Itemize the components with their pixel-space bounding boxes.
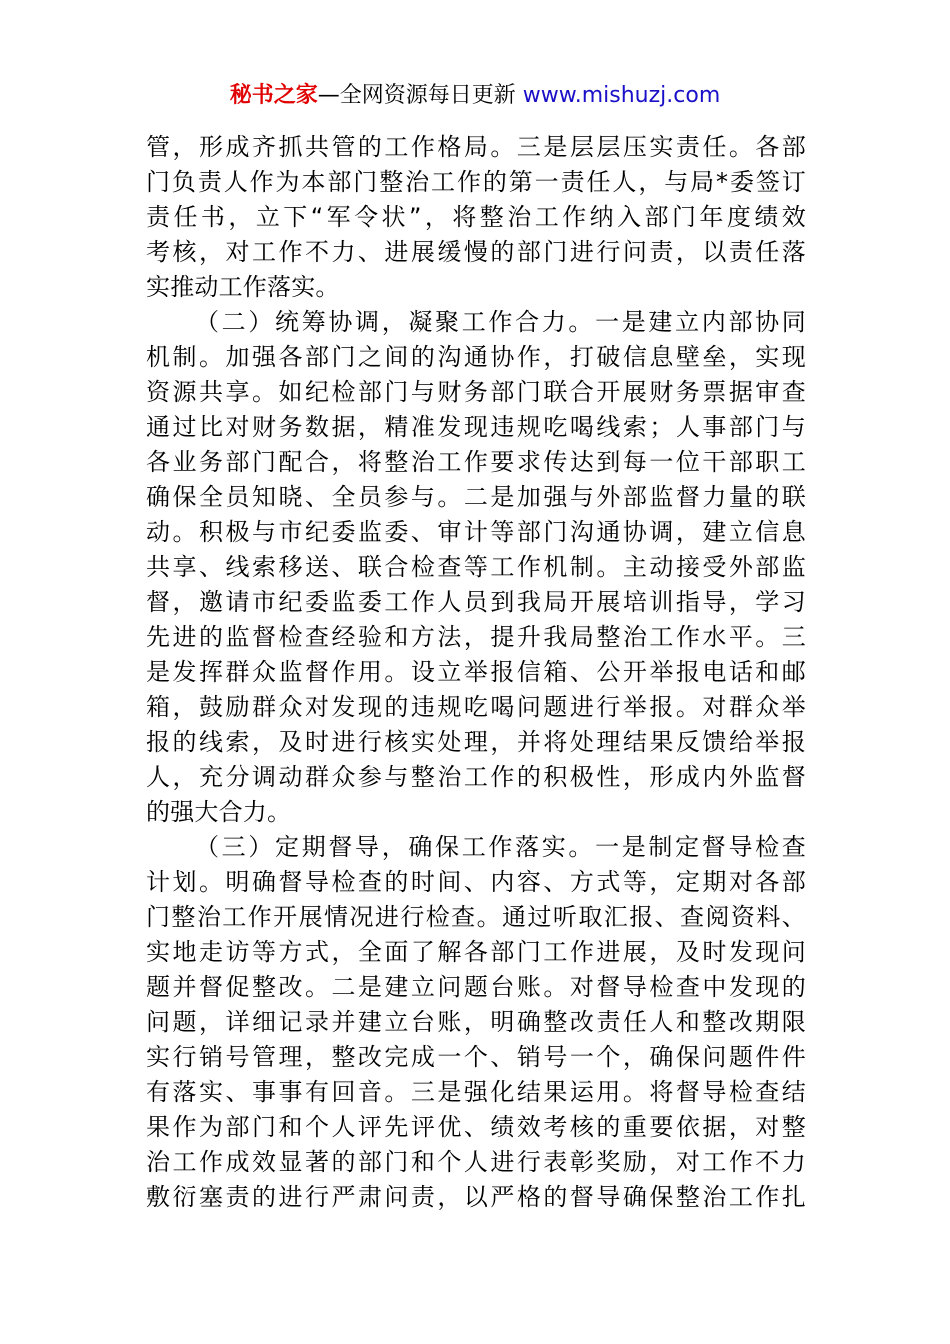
text-line: 问题，详细记录并建立台账，明确整改责任人和整改期限 xyxy=(146,1008,806,1036)
text-line: 先进的监督检查经验和方法，提升我局整治工作水平。三 xyxy=(146,623,806,651)
text-line: 实地走访等方式，全面了解各部门工作进展，及时发现问 xyxy=(146,938,806,966)
text-line: 计划。明确督导检查的时间、内容、方式等，定期对各部 xyxy=(146,868,806,896)
text-line: 实行销号管理，整改完成一个、销号一个，确保问题件件 xyxy=(146,1043,806,1071)
text-line: 箱，鼓励群众对发现的违规吃喝问题进行举报。对群众举 xyxy=(146,693,806,721)
paragraph-heading-line: （二）统筹协调，凝聚工作合力。一是建立内部协同 xyxy=(195,308,806,336)
text-line: 动。积极与市纪委监委、审计等部门沟通协调，建立信息 xyxy=(146,518,806,546)
text-line: 果作为部门和个人评先评优、绩效考核的重要依据，对整 xyxy=(146,1113,806,1141)
text-line: 考核，对工作不力、进展缓慢的部门进行问责，以责任落 xyxy=(146,238,806,266)
header-brand: 秘书之家 xyxy=(229,83,318,108)
header-tagline: —全网资源每日更新 xyxy=(317,83,523,108)
text-line: 各业务部门配合，将整治工作要求传达到每一位干部职工 xyxy=(146,448,806,476)
text-line: 治工作成效显著的部门和个人进行表彰奖励，对工作不力 xyxy=(146,1148,806,1176)
text-line: 人，充分调动群众参与整治工作的积极性，形成内外监督 xyxy=(146,763,806,791)
header-site-link[interactable]: www.mishuzj.com xyxy=(522,83,721,108)
text-line: 实推动工作落实。 xyxy=(146,273,340,301)
text-line: 有落实、事事有回音。三是强化结果运用。将督导检查结 xyxy=(146,1078,806,1106)
text-line: 共享、线索移送、联合检查等工作机制。主动接受外部监 xyxy=(146,553,806,581)
text-line: 责任书，立下“军令状”，将整治工作纳入部门年度绩效 xyxy=(146,203,806,231)
text-line: 资源共享。如纪检部门与财务部门联合开展财务票据审查 xyxy=(146,378,806,406)
text-line: 题并督促整改。二是建立问题台账。对督导检查中发现的 xyxy=(146,973,806,1001)
text-line: 机制。加强各部门之间的沟通协作，打破信息壁垒，实现 xyxy=(146,343,806,371)
text-line: 报的线索，及时进行核实处理，并将处理结果反馈给举报 xyxy=(146,728,806,756)
paragraph-heading-line: （三）定期督导，确保工作落实。一是制定督导检查 xyxy=(195,833,806,861)
text-line: 门整治工作开展情况进行检查。通过听取汇报、查阅资料、 xyxy=(146,903,806,931)
page-header xyxy=(0,80,950,112)
text-line: 确保全员知晓、全员参与。二是加强与外部监督力量的联 xyxy=(146,483,806,511)
text-line: 门负责人作为本部门整治工作的第一责任人，与局*委签订 xyxy=(146,168,806,196)
text-line: 督，邀请市纪委监委工作人员到我局开展培训指导，学习 xyxy=(146,588,806,616)
text-line: 敷衍塞责的进行严肃问责，以严格的督导确保整治工作扎 xyxy=(146,1183,806,1211)
text-line: 的强大合力。 xyxy=(146,798,292,826)
text-line: 管，形成齐抓共管的工作格局。三是层层压实责任。各部 xyxy=(146,133,806,161)
text-line: 通过比对财务数据，精准发现违规吃喝线索；人事部门与 xyxy=(146,413,806,441)
text-line: 是发挥群众监督作用。设立举报信箱、公开举报电话和邮 xyxy=(146,658,806,686)
